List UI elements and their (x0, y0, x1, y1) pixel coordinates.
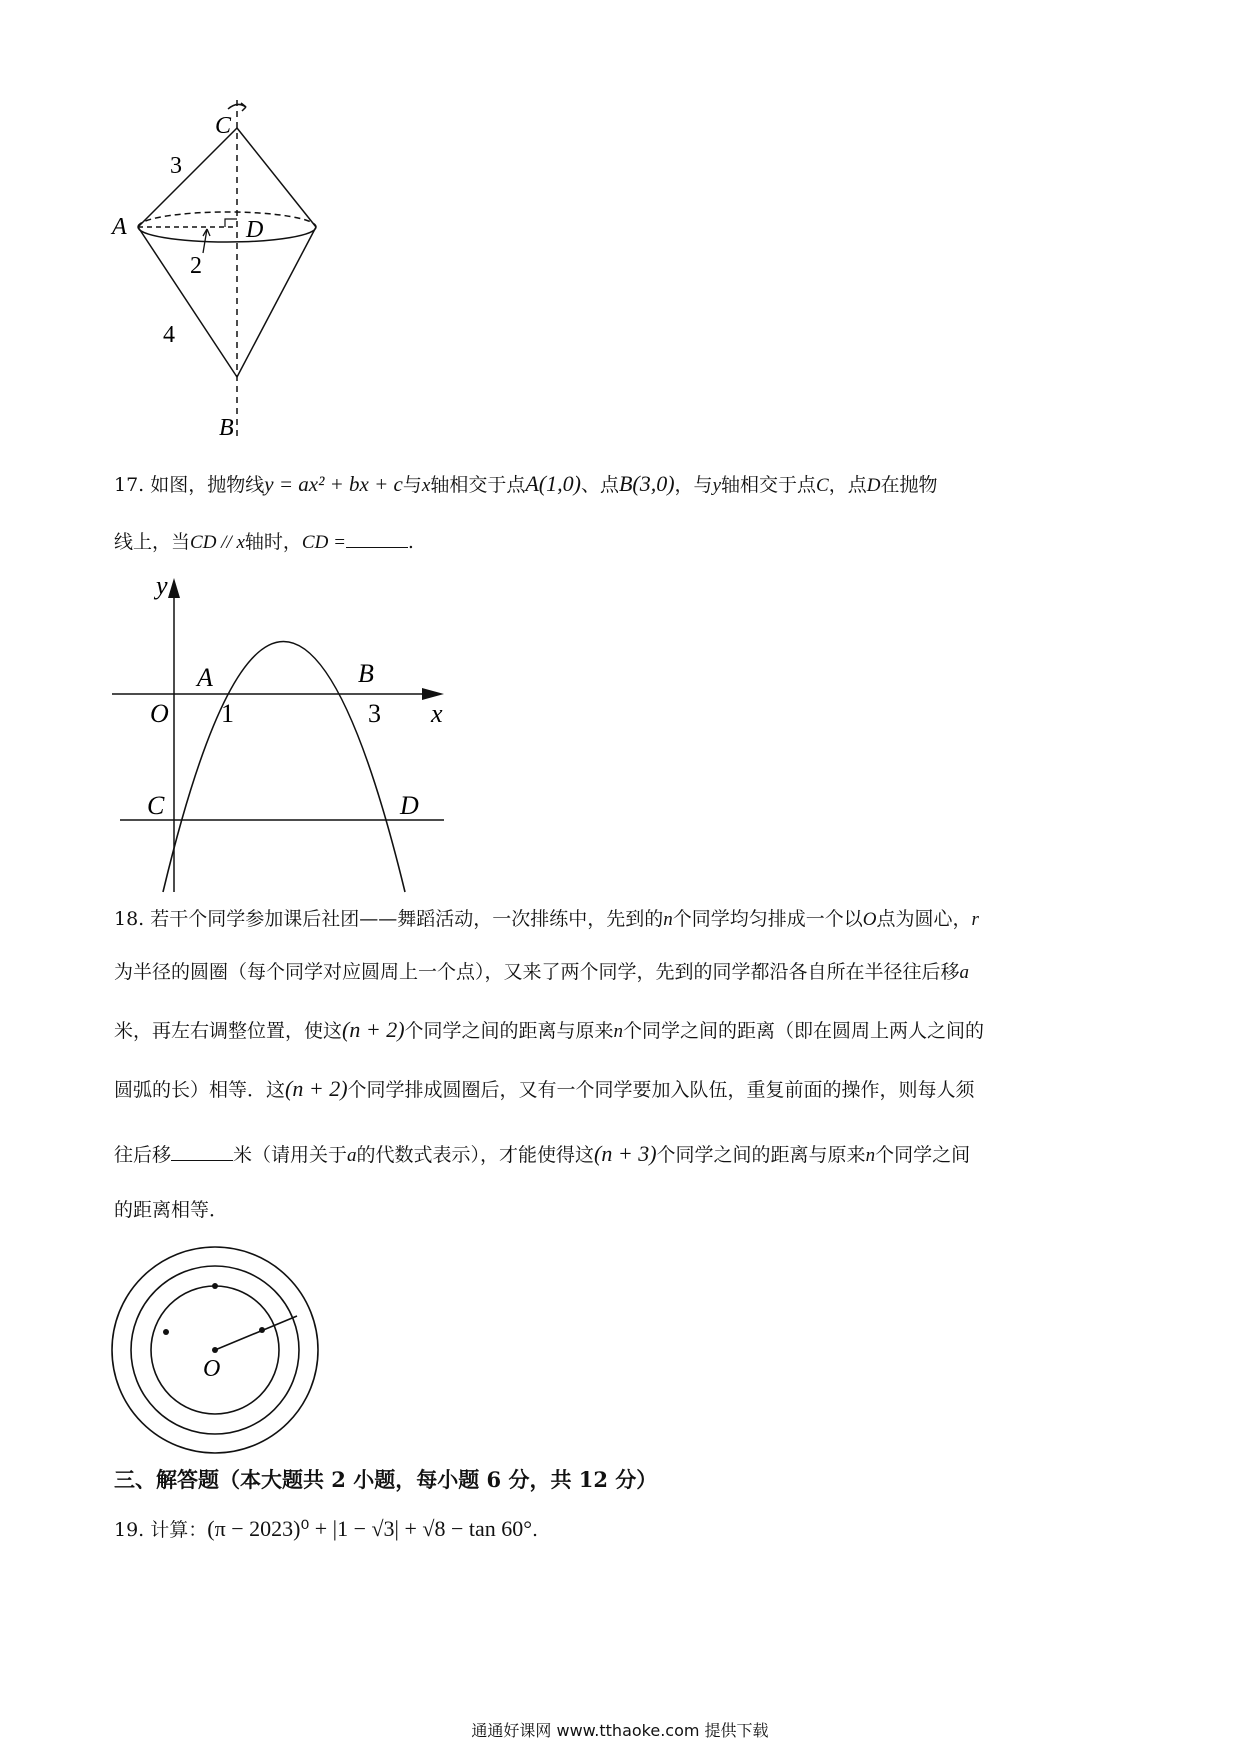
label-C: C (215, 113, 232, 139)
cone-figure (100, 95, 360, 445)
y-axis-label: y (156, 571, 168, 600)
circles-figure (105, 1240, 325, 1460)
point-B: B(3,0) (618, 471, 675, 496)
label-A: A (112, 214, 127, 240)
label-B: B (358, 659, 374, 688)
x-axis-label: x (431, 699, 443, 728)
point-A: A(1,0) (525, 471, 581, 496)
label-D: D (246, 217, 264, 243)
label-B: B (219, 415, 234, 441)
length-AC: 3 (170, 153, 182, 179)
q18-line3: 米，再左右调整位置，使这(n + 2)个同学之间的距离与原来n个同学之间的距离（即在圆周上两人之间的 (114, 1017, 985, 1042)
q18-line4: 圆弧的长）相等．这(n + 2)个同学排成圆圈后，又有一个同学要加入队伍，重复前面的操作，则每人须 (114, 1076, 975, 1101)
q19-number: 19. (114, 1519, 145, 1541)
q17-line1: 17. 如图，抛物线y = ax² + bx + c与x轴相交于点A(1,0)、点B(3,0)，与y轴相交于点C，点D在抛物 (114, 471, 938, 496)
label-C: C (147, 791, 165, 820)
label-D: D (400, 791, 419, 820)
q19-line: 19. 计算：(π − 2023)⁰ + |1 − √3| + √8 − tan 60°. (114, 1516, 539, 1541)
q18-line5: 往后移 米（请用关于a的代数式表示），才能使得这(n + 3)个同学之间的距离与原来n个同学之间 (114, 1141, 971, 1166)
q18-line1: 18. 若干个同学参加课后社团——舞蹈活动，一次排练中，先到的n个同学均匀排成一个以O点为圆心，r (114, 908, 979, 930)
length-AB: 4 (163, 322, 175, 348)
q18-answer-blank (171, 1142, 233, 1161)
q19-expression: (π − 2023)⁰ + |1 − √3| + √8 − tan 60° (207, 1516, 533, 1541)
label-A: A (197, 663, 213, 692)
q17-number: 17. (114, 474, 145, 496)
q17-answer-blank (346, 529, 408, 548)
q17-line2: 线上，当CD // x轴时，CD = . (114, 531, 414, 553)
tick-1: 1 (221, 699, 234, 728)
q18-line2: 为半径的圆圈（每个同学对应圆周上一个点），又来了两个同学，先到的同学都沿各自所在半径往后移a (114, 961, 970, 983)
q18-line6: 的距离相等． (114, 1199, 229, 1221)
origin-label: O (150, 699, 169, 728)
q17-equation: y = ax² + bx + c (264, 472, 403, 496)
section-3-heading: 三、解答题（本大题共 2 小题，每小题 6 分，共 12 分） (114, 1467, 658, 1492)
center-label-O: O (203, 1356, 221, 1382)
length-AD: 2 (190, 253, 202, 279)
tick-3: 3 (368, 699, 381, 728)
q18-number: 18. (114, 908, 145, 930)
page-footer: 通通好课网 www.tthaoke.com 提供下载 (471, 1721, 769, 1740)
parabola-figure (100, 570, 460, 895)
